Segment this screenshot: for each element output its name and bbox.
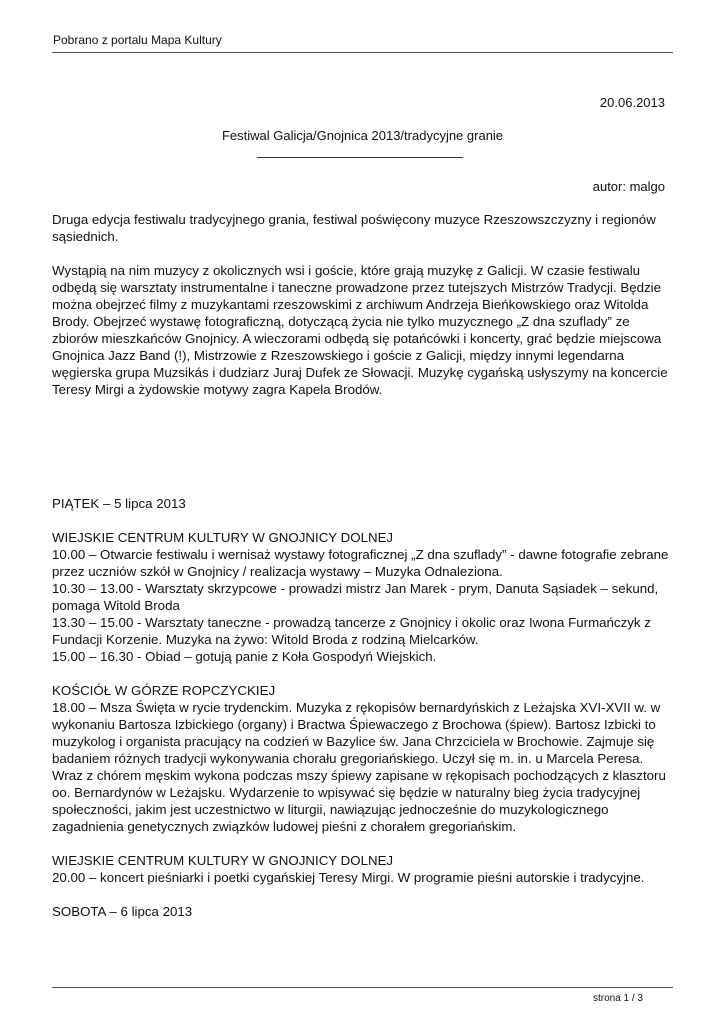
schedule-entry: 20.00 – koncert pieśniarki i poetki cygańskiej Teresy Mirgi. W programie pieśni autorskie i tradycyjne. (52, 870, 645, 885)
intro-section (52, 211, 677, 398)
article-author: autor: malgo (592, 179, 665, 194)
venue-heading: WIEJSKIE CENTRUM KULTURY W GNOJNICY DOLNEJ (52, 853, 394, 868)
page-number: strona 1 / 3 (592, 993, 643, 1004)
schedule-entry: 13.30 – 15.00 - Warsztaty taneczne - prowadzą tancerze z Gnojnicy i okolic oraz Iwona Furmańczyk z Fundacji Korzenie. Muzyka na żywo: Witold Broda z rodziną Mielcarków. (52, 615, 651, 647)
day-heading: SOBOTA – 6 lipca 2013 (52, 904, 193, 919)
schedule (52, 495, 677, 920)
schedule-entry: 10.30 – 13.00 - Warsztaty skrzypcowe - prowadzi mistrz Jan Marek - prym, Danuta Sąsiadek – sekund, pomaga Witold Broda (52, 581, 659, 613)
day-heading: PIĄTEK – 5 lipca 2013 (52, 496, 186, 511)
footer-divider (52, 987, 673, 988)
intro-paragraph: Wystąpią na nim muzycy z okolicznych wsi i goście, które grają muzykę z Galicji. W czasie festiwalu odbędą się warsztaty instrumentalne i taneczne prowadzone przez tutejszych Mistrzów Tradycji. Będzie można obejrzeć filmy z muzykantami rzeszowskimi z archiwum Andrzeja Bieńkowskiego oraz Witolda Brody. Obejrzeć wystawę fotograficzną, dotyczącą życia nie tylko muzycznego „Z dna szuflady” ze zbiorów mieszkańców Gnojnicy. A wieczorami odbędą się potańcówki i koncerty, grać będzie miejscowa Gnojnica Jazz Band (!), Mistrzowie z Rzeszowskiego i goście z Galicji, między innymi legendarna węgierska grupa Muzsikás i dudziarz Juraj Dufek ze Słowacji. Muzykę cygańską usłyszymy na koncercie Teresy Mirgi a żydowskie motywy zagra Kapela Brodów. (52, 263, 668, 397)
schedule-section (52, 903, 677, 920)
schedule-entry: 15.00 – 16.30 - Obiad – gotują panie z Koła Gospodyń Wiejskich. (52, 649, 437, 664)
schedule-section (52, 529, 677, 665)
article-date: 20.06.2013 (599, 95, 665, 110)
schedule-entry: 18.00 – Msza Święta w rycie trydenckim. Muzyka z rękopisów bernardyńskich z Leżajska XVI-XVII w. w wykonaniu Bartosza Izbickiego (organy) i Bractwa Śpiewaczego z Brochowa (śpiew). Bartosz Izbicki to muzykolog i organista pracujący na codzień w Bazylice św. Jana Chrzciciela w Brochowie. Zajmuje się badaniem różnych tradycji wykonywania chorału gregoriańskiego. Uczył się m. in. u Marcela Peresa. Wraz z chórem męskim wykona podczas mszy śpiewy zapisane w rękopisach pochodzących z klasztoru oo. Bernardynów w Leżajsku. Wydarzenie to wpisywać się będzie w naturalny bieg życia tradycyjnej społeczności, jakim jest uczestnictwo w liturgii, nawiązując jednocześnie do muzykologicznego zagadnienia genetycznych związków ludowej pieśni z chorałem gregoriańskim. (52, 700, 666, 834)
venue-heading: WIEJSKIE CENTRUM KULTURY W GNOJNICY DOLNEJ (52, 530, 394, 545)
intro-paragraph: Druga edycja festiwalu tradycyjnego grania, festiwal poświęcony muzyce Rzeszowszczyzny i regionów sąsiednich. (52, 212, 656, 244)
schedule-section (52, 852, 677, 886)
schedule-entry: 10.00 – Otwarcie festiwalu i wernisaż wystawy fotograficznej „Z dna szuflady” - dawne fotografie zebrane przez uczniów szkół w Gnojnicy / realizacja wystawy – Muzyka Odnaleziona. (52, 547, 669, 579)
header-divider (52, 52, 673, 53)
title-underline (257, 157, 463, 158)
venue-heading: KOŚCIÓŁ W GÓRZE ROPCZYCKIEJ (52, 683, 276, 698)
schedule-section (52, 682, 677, 835)
portal-header: Pobrano z portalu Mapa Kultury (53, 33, 222, 47)
article-title: Festiwal Galicja/Gnojnica 2013/tradycyjne granie (221, 128, 504, 143)
